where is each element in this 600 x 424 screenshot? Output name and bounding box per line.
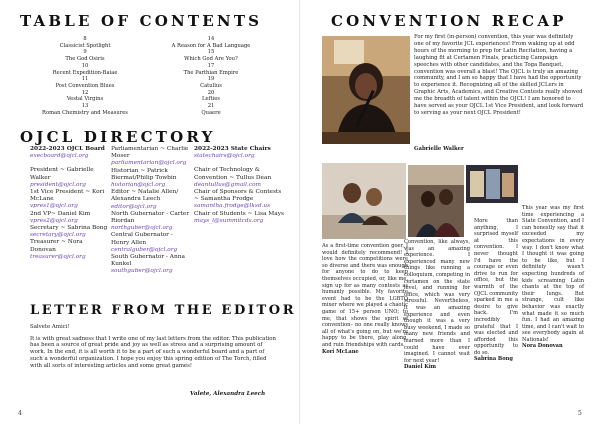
- toc-entry-title[interactable]: A Reason for A Bad Language: [171, 42, 251, 49]
- toc-page-number: 13: [81, 103, 89, 110]
- toc-entry-title[interactable]: Classicist Spotlight: [59, 42, 111, 49]
- story-text: More than anything, I surprised myself at this convention. I never thought I'd have the courage or even drive to run for office, but the warmth of the OJCL community sparked in me a desire to give back. I'm incredibly grateful that I was elected and afforded this opportunity to do so.: [474, 218, 518, 356]
- toc-entry-title[interactable]: Which God Are You?: [184, 56, 238, 63]
- daniel-column: [404, 239, 470, 371]
- story-author: Kori McLane: [322, 348, 359, 355]
- toc-entry-title[interactable]: The Parthian Empire: [183, 69, 239, 76]
- toc-page-number: 17: [207, 62, 215, 69]
- directory-board-column: [30, 146, 108, 261]
- toc-entry-title[interactable]: Vestal Virgins: [66, 96, 104, 103]
- story-author: Sabrina Bong: [474, 356, 513, 363]
- directory-officers-column: [111, 146, 191, 276]
- sabrina-column: [474, 218, 518, 363]
- officer-role: Historian ~ Patrick Biermat/Philip Towbin: [111, 167, 177, 181]
- officer-role: Chair of Sponsors & Contests ~ Samantha Frodge: [194, 189, 282, 203]
- toc-page-number: 10: [81, 62, 89, 69]
- directory-title: OJCL DIRECTORY: [20, 128, 216, 146]
- toc-entry-title[interactable]: The God Osiris: [65, 56, 105, 63]
- email-link[interactable]: mays_l@summitcds.org: [194, 217, 264, 224]
- gabrielle-story: [414, 34, 584, 117]
- toc-entry-title[interactable]: Roman Chemistry and Measures: [42, 109, 128, 116]
- toc-entry-title[interactable]: Lefties: [202, 96, 220, 103]
- officer-role: Central Gubernator - Henry Allen: [111, 232, 173, 246]
- toc-page-number: 14: [207, 36, 215, 42]
- toc-entry-title[interactable]: Recent Expedition-Baiae: [52, 69, 118, 76]
- letter-signature: Valete, Alexandra Leech: [190, 391, 266, 397]
- officer-role: Parliamentarian ~ Charlie Moser: [111, 146, 189, 160]
- email-link[interactable]: vpres2@ojcl.org: [30, 217, 78, 224]
- letter-title: LETTER FROM THE EDITOR: [30, 303, 297, 318]
- toc-entry-title[interactable]: Quaere: [201, 109, 221, 116]
- officer-role: President ~ Gabrielle Walker: [30, 167, 94, 181]
- email-link[interactable]: execboard@ojcl.org: [30, 153, 89, 160]
- toc-page-number: 9: [83, 49, 87, 56]
- email-link[interactable]: southguber@ojcl.org: [111, 268, 173, 275]
- nora-column: [522, 205, 584, 350]
- story-author: Gabrielle Walker: [414, 146, 464, 152]
- toc-page-number: 11: [81, 76, 89, 83]
- directory-chairs-column: [194, 146, 284, 225]
- story-author: Daniel Kim: [404, 364, 437, 371]
- email-link[interactable]: parliamentarian@ojcl.org: [111, 160, 187, 167]
- email-link[interactable]: centralguber@ojcl.org: [111, 246, 178, 253]
- officer-role: Treasurer ~ Nora Donovan: [30, 239, 83, 253]
- story-text: Convention, like always, was an amazing experience. I experienced many new things like running a colloquium, competing in certamen on the state level, and running for office, which was very stressful. Nevertheless, it was an amazing experience and even though it was a very busy weekend, I made so many new friends and learned more than I could have ever imagined. I cannot wait for next year!: [404, 239, 470, 364]
- email-link[interactable]: northguber@ojcl.org: [111, 225, 173, 232]
- page-number: 5: [578, 410, 582, 417]
- letter-greeting: Salvete Amici!: [30, 324, 70, 330]
- toc-page-number: 20: [207, 89, 215, 96]
- toc-entry-title[interactable]: Post Convention Blues: [55, 82, 115, 89]
- kori-column: [322, 243, 408, 355]
- email-link[interactable]: samantha.frodge@lksd.us: [194, 203, 271, 210]
- toc-left-column: [20, 36, 150, 116]
- officer-role: Editor ~ Natalie Allen/ Alexandra Leech: [111, 189, 179, 203]
- toc-entry-title[interactable]: Catullus: [200, 82, 222, 89]
- email-link[interactable]: statechairs@ojcl.org: [194, 153, 255, 160]
- toc-right-column: [146, 36, 276, 116]
- officer-role: South Gubernator - Anna Kunkel: [111, 254, 185, 268]
- email-link[interactable]: secretary@ojcl.org: [30, 232, 86, 239]
- story-text: This year was my first time experiencing a State Convention, and I can honestly say that it exceeded my expectations in every way. I don't know what I thought it was going to be like, but I definitely wasn't expecting hundreds of kids screaming Latin chants at the top of their lungs. But strange, cult like behavior was exactly what made it so much fun. I had an amazing time, and I can't wait to see everybody again at Nationals!: [522, 205, 584, 343]
- toc-page-number: 15: [207, 49, 215, 56]
- email-link[interactable]: deantullus@gmail.com: [194, 181, 262, 188]
- officer-role: Chair of Technology & Convention ~ Tullus Dean: [194, 167, 272, 181]
- gabrielle-photo: [322, 36, 410, 144]
- officer-role: North Gubernator - Carter Riordan: [111, 210, 190, 225]
- toc-page-number: 12: [81, 89, 89, 96]
- officer-role: 2nd VP~ Daniel Kim: [30, 210, 91, 217]
- nora-photo: [466, 165, 518, 203]
- email-link[interactable]: vpres1@ojcl.org: [30, 203, 78, 210]
- daniel-photo: [408, 165, 464, 237]
- toc-page-number: 8: [83, 36, 87, 42]
- email-link[interactable]: treasurer@ojcl.org: [30, 253, 86, 260]
- gabrielle-byline: [414, 146, 574, 153]
- kori-photo: [322, 163, 406, 239]
- toc-page-number: 21: [207, 103, 215, 110]
- email-link[interactable]: president@ojcl.org: [30, 181, 86, 188]
- officer-role: Secretary ~ Sabrina Bong: [30, 225, 108, 232]
- toc-title: TABLE OF CONTENTS: [20, 12, 263, 30]
- officer-role: Chair of Students ~ Lisa Mays: [194, 210, 284, 217]
- letter-paragraph: It is with great sadness that I write one of my last letters from the editor. This publication has been a source of great pride and joy as well as stress and a surprising amount of work. In the end, it is all worth it to be a part of such a wonderful board and a part of such a wonderful organization. I hope you enjoy this spring edition of The Torch, filled with all sorts of interesting articles and some great games!: [30, 335, 276, 369]
- story-text: As a first-time convention goer, I would definitely recommend! I love how the competitions were so diverse and there was enough for anyone to do to keep themselves occupied, or, like me, sign up for as many contests as humanly possible. My favorite event had to be the LGBTQ mixer where we played a chaotic game of 15+ person UNO; to me, that shows the spirit of convention– no one really knows all of what's going on, but we're happy to be there, play along, and ruin friendships with cards.: [322, 243, 408, 348]
- email-link[interactable]: editor@ojcl.org: [111, 203, 157, 210]
- story-author: Nora Donovan: [522, 343, 563, 350]
- email-link[interactable]: historian@ojcl.org: [111, 182, 166, 189]
- officer-role: 1st Vice President ~ Kori McLane: [30, 189, 105, 203]
- toc-page-number: 19: [207, 76, 215, 83]
- page-number: 4: [18, 410, 22, 417]
- story-text: For my first (in-person) convention, this year was definitely one of my favorite JCL experiences! From waking up at odd hours of the morning to prep for Latin Recitation, having a laughing fit at Certamen Finals, practicing Campaign speeches with other candidates, and the Toga Banquet, convention was overall a blast! The OJCL is truly an amazing community, and I am so happy that I have had the opportunity to experience it. Recognizing all of the skilled JCLers in Graphic Arts, Academics, and Creative Contests really showed me the breadth of talent within the OJCL! I am honored to have served as your OJCL 1st Vice President, and look forward to serving as your next OJCL President!: [414, 34, 584, 116]
- chairs-heading: 2022-2023 State Chairs: [194, 146, 271, 152]
- board-heading: 2022-2023 OJCL Board: [30, 146, 105, 152]
- letter-body: [30, 324, 276, 374]
- recap-title: CONVENTION RECAP: [331, 12, 567, 30]
